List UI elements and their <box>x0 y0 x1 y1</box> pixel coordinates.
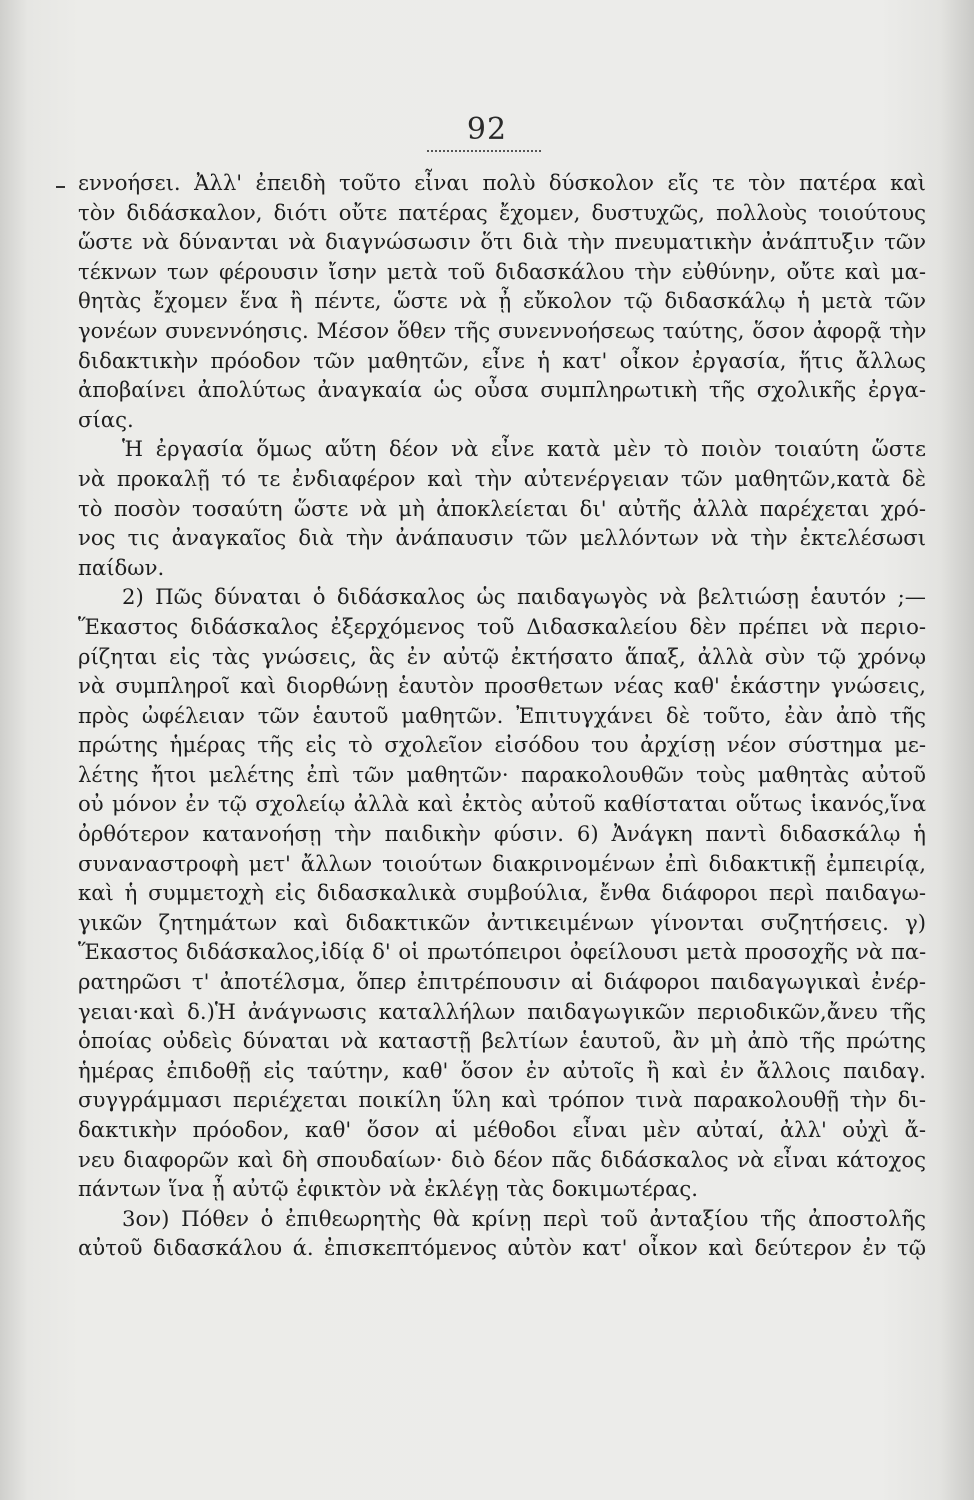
text-line: νευ διαφορῶν καὶ δὴ σπουδαίων· διὸ δέον πᾶς διδάσκαλος νὰ εἶναι κάτοχος <box>78 1146 926 1172</box>
text-line: δακτικὴν πρόοδον, καθ' ὅσον αἱ μέθοδοι εἶναι μὲν αὐταί, ἀλλ' οὐχὶ ἄ- <box>78 1117 926 1142</box>
text-line: ἡμέρας ἐπιδοθῇ εἰς ταύτην, καθ' ὅσον ἐν αὐτοῖς ἢ καὶ ἐν ἄλλοις παιδαγ. <box>78 1057 926 1083</box>
text-line: αὐτοῦ διδασκάλου ά. ἐπισκεπτόμενος αὐτὸν κατ' οἶκον καὶ δεύτερον ἐν τῷ <box>78 1235 926 1261</box>
text-line: συναναστροφὴ μετ' ἄλλων τοιούτων διακρινομένων ἐπὶ διδακτικῇ ἐμπειρίᾳ, <box>78 850 926 876</box>
text-line: ὁποίας οὐδεὶς δύναται νὰ καταστῇ βελτίων ἑαυτοῦ, ἂν μὴ ἀπὸ τῆς πρώτης <box>78 1028 926 1054</box>
text-line: πρώτης ἡμέρας τῆς εἰς τὸ σχολεῖον εἰσόδου του ἀρχίσῃ νέον σύστημα με- <box>78 732 926 758</box>
text-line: νὰ προκαλῇ τό τε ἐνδιαφέρον καὶ τὴν αὐτενέργειαν τῶν μαθητῶν,κατὰ δὲ <box>78 465 926 491</box>
text-line: νος τις ἀναγκαῖος διὰ τὴν ἀνάπαυσιν τῶν μελλόντων νὰ τὴν ἐκτελέσωσι <box>78 525 926 551</box>
text-line: 3ον) Πόθεν ὁ ἐπιθεωρητὴς θὰ κρίνῃ περὶ τοῦ ἀνταξίου τῆς ἀποστολῆς <box>122 1205 926 1231</box>
text-line: σίας. <box>78 406 134 432</box>
text-line: γειαι·καὶ δ.)Ἡ ἀνάγνωσις καταλλήλων παιδαγωγικῶν περιοδικῶν,ἄνευ τῆς <box>78 998 926 1024</box>
text-line: γονέων συνεννόησις. Μέσον ὅθεν τῆς συνεννοήσεως ταύτης, ὅσον ἀφορᾷ τὴν <box>78 317 927 343</box>
margin-mark <box>56 186 65 188</box>
text-line: πρὸς ὠφέλειαν τῶν ἑαυτοῦ μαθητῶν. Ἐπιτυγχάνει δὲ τοῦτο, ἐὰν ἀπὸ τῆς <box>78 702 926 728</box>
text-line: γικῶν ζητημάτων καὶ διδακτικῶν ἀντικειμένων γίνονται συζητήσεις. γ) <box>78 909 926 935</box>
text-line: ἀποβαίνει ἀπολύτως ἀναγκαία ὡς οὖσα συμπληρωτικὴ τῆς σχολικῆς ἐργα- <box>78 377 926 403</box>
text-line: συγγράμμασι περιέχεται ποικίλη ὕλη καὶ τρόπον τινὰ παρακολουθῇ τὴν δι- <box>78 1087 926 1113</box>
text-line: διδακτικὴν πρόοδον τῶν μαθητῶν, εἶνε ἡ κατ' οἶκον ἐργασία, ἥτις ἄλλως <box>78 347 926 373</box>
text-line: ὥστε νὰ δύνανται νὰ διαγνώσωσιν ὅτι διὰ τὴν πνευματικὴν ἀνάπτυξιν τῶν <box>78 229 926 255</box>
header-rule <box>427 150 541 152</box>
text-line: τὸν διδάσκαλον, διότι οὔτε πατέρας ἔχομεν, δυστυχῶς, πολλοὺς τοιούτους <box>78 199 926 225</box>
text-line: τέκνων των φέρουσιν ἴσην μετὰ τοῦ διδασκάλου τὴν εὐθύνην, οὔτε καὶ μα- <box>78 258 926 284</box>
text-line: λέτης ἤτοι μελέτης ἐπὶ τῶν μαθητῶν· παρακολουθῶν τοὺς μαθητὰς αὐτοῦ <box>78 761 926 787</box>
text-line: πάντων ἵνα ᾖ αὐτῷ ἐφικτὸν νὰ ἐκλέγῃ τὰς δοκιμωτέρας. <box>78 1176 698 1202</box>
body-text <box>78 168 926 1263</box>
text-line: 2) Πῶς δύναται ὁ διδάσκαλος ὡς παιδαγωγὸς νὰ βελτιώσῃ ἑαυτόν ;— <box>122 584 926 610</box>
text-line: εννοήσει. Ἀλλ' ἐπειδὴ τοῦτο εἶναι πολὺ δύσκολον εἴς τε τὸν πατέρα καὶ <box>78 170 926 195</box>
text-line: ρατηρῶσι τ' ἀποτέλσμα, ὅπερ ἐπιτρέπουσιν αἱ διάφοροι παιδαγωγικαὶ ἐνέρ- <box>78 969 926 995</box>
text-line: παίδων. <box>78 554 165 580</box>
text-line: καὶ ἡ συμμετοχὴ εἰς διδασκαλικὰ συμβούλια, ἔνθα διάφοροι περὶ παιδαγω- <box>78 880 926 906</box>
text-line: Ἕκαστος διδάσκαλος ἐξερχόμενος τοῦ Διδασκαλείου δὲν πρέπει νὰ περιο- <box>78 613 926 639</box>
text-line: Ἡ ἐργασία ὅμως αὕτη δέον νὰ εἶνε κατὰ μὲν τὸ ποιὸν τοιαύτη ὥστε <box>122 436 926 462</box>
text-line: νὰ συμπληροῖ καὶ διορθώνῃ ἑαυτὸν προσθετων νέας καθ' ἑκάστην γνώσεις, <box>78 673 926 699</box>
text-line: ρίζηται εἰς τὰς γνώσεις, ἃς ἐν αὐτῷ ἐκτήσατο ἅπαξ, ἀλλὰ σὺν τῷ χρόνῳ <box>78 643 926 669</box>
text-line: ὀρθότερον κατανοήσῃ τὴν παιδικὴν φύσιν. 6) Ἀνάγκη παντὶ διδασκάλῳ ἡ <box>78 821 926 847</box>
text-line: θητὰς ἔχομεν ἕνα ἢ πέντε, ὥστε νὰ ᾖ εὔκολον τῷ διδασκάλῳ ἡ μετὰ τῶν <box>78 288 926 314</box>
text-line: οὐ μόνον ἐν τῷ σχολείῳ ἀλλὰ καὶ ἐκτὸς αὐτοῦ καθίσταται οὕτως ἱκανός,ἵνα <box>78 791 926 817</box>
text-line: Ἕκαστος διδάσκαλος,ἰδίᾳ δ' οἱ πρωτόπειροι ὀφείλουσι μετὰ προσοχῆς νὰ πα- <box>78 939 927 965</box>
page-number: 92 <box>466 112 508 147</box>
text-line: τὸ ποσὸν τοσαύτη ὥστε νὰ μὴ ἀποκλείεται δι' αὐτῆς ἀλλὰ παρέχεται χρό- <box>78 495 926 521</box>
